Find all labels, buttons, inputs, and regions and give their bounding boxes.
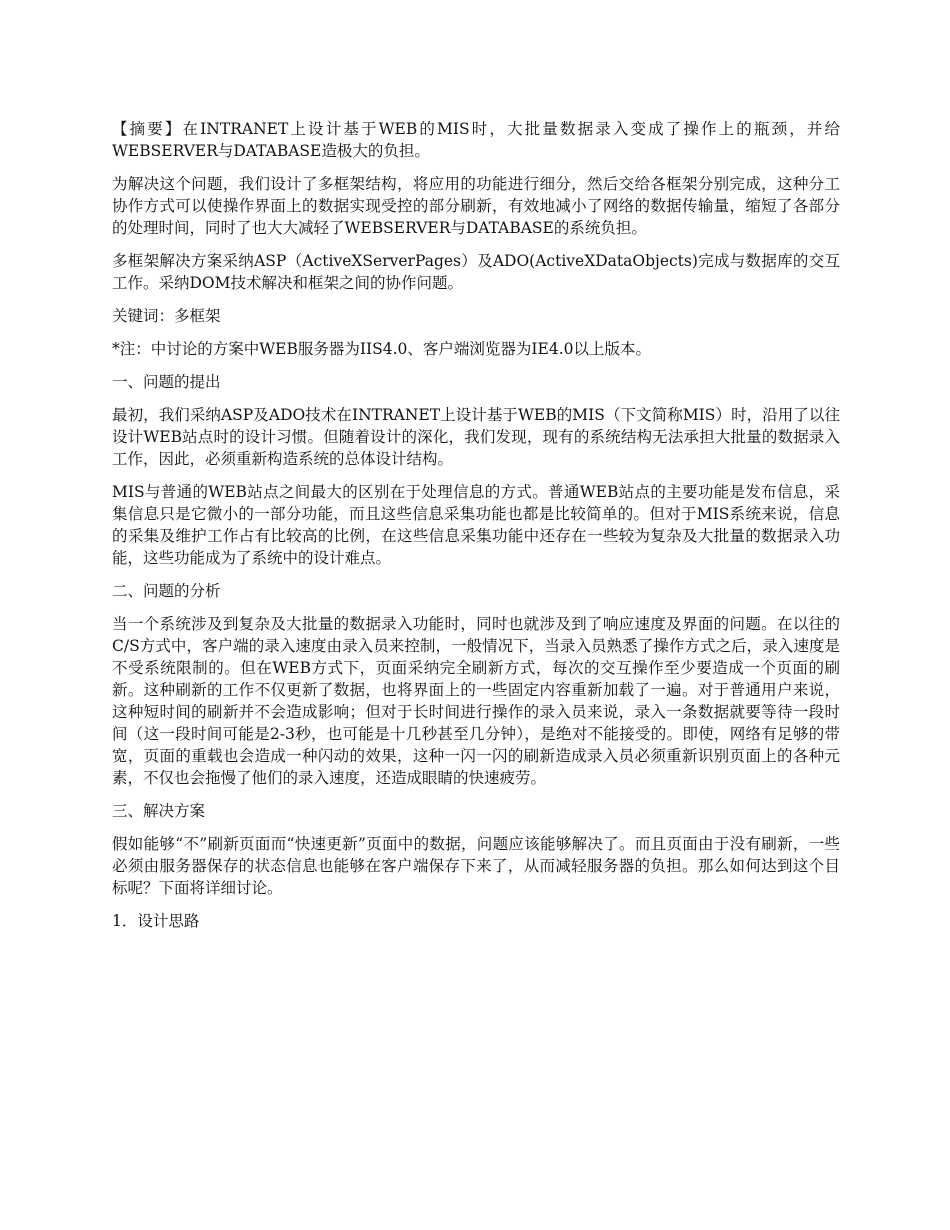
section-heading-problem: 一、问题的提出	[112, 373, 221, 391]
frame-technology-paragraph: 多框架解决方案采纳ASP（ActiveXServerPages）及ADO(ActiveXDataObjects)完成与数据库的交互工作。采纳DOM技术解决和框架之间的协作问题。	[112, 252, 840, 292]
problem-paragraph-2: MIS与普通的WEB站点之间最大的区别在于处理信息的方式。普通WEB站点的主要功能是发布信息，采集信息只是它微小的一部分功能，而且这些信息采集功能也都是比较简单的。但对于MIS系统来说，信息的采集及维护工作占有比较高的比例，在这些信息采集功能中还存在一些较为复杂及大批量的数据录入功能，这些功能成为了系统中的设计难点。	[112, 483, 840, 567]
section-heading-analysis: 二、问题的分析	[112, 582, 221, 600]
abstract-paragraph: 【摘要】在INTRANET上设计基于WEB的MIS时，大批量数据录入变成了操作上的瓶颈，并给WEBSERVER与DATABASE造极大的负担。	[112, 120, 840, 160]
analysis-paragraph: 当一个系统涉及到复杂及大批量的数据录入功能时，同时也就涉及到了响应速度及界面的问题。在以往的C/S方式中，客户端的录入速度由录入员来控制，一般情况下，当录入员熟悉了操作方式之后，录入速度是不受系统限制的。但在WEB方式下，页面采纳完全刷新方式，每次的交互操作至少要造成一个页面的刷新。这种刷新的工作不仅更新了数据，也将界面上的一些固定内容重新加载了一遍。对于普通用户来说，这种短时间的刷新并不会造成影响；但对于长时间进行操作的录入员来说，录入一条数据就要等待一段时间（这一段时间可能是2-3秒，也可能是十几秒甚至几分钟），是绝对不能接受的。即使，网络有足够的带宽，页面的重载也会造成一种闪动的效果，这种一闪一闪的刷新造成录入员必须重新识别页面上的各种元素，不仅也会拖慢了他们的录入速度，还造成眼睛的快速疲劳。	[112, 615, 840, 787]
solution-paragraph: 假如能够“不”刷新页面而“快速更新”页面中的数据，问题应该能够解决了。而且页面由于没有刷新，一些必须由服务器保存的状态信息也能够在客户端保存下来了，从而减轻服务器的负担。那么如何达到这个目标呢？下面将详细讨论。	[112, 835, 840, 897]
keywords-line: 关键词：多框架	[112, 307, 221, 325]
subsection-heading-design: 1．设计思路	[112, 912, 200, 930]
solution-intro-paragraph: 为解决这个问题，我们设计了多框架结构，将应用的功能进行细分，然后交给各框架分别完成，这种分工协作方式可以使操作界面上的数据实现受控的部分刷新，有效地减小了网络的数据传输量，缩短了各部分的处理时间，同时了也大大减轻了WEBSERVER与DATABASE的系统负担。	[112, 175, 840, 237]
note-line: *注：中讨论的方案中WEB服务器为IIS4.0、客户端浏览器为IE4.0以上版本。	[112, 340, 651, 358]
document-body	[112, 118, 840, 943]
problem-paragraph-1: 最初，我们采纳ASP及ADO技术在INTRANET上设计基于WEB的MIS（下文简称MIS）时，沿用了以往设计WEB站点时的设计习惯。但随着设计的深化，我们发现，现有的系统结构无法承担大批量的数据录入工作，因此，必须重新构造系统的总体设计结构。	[112, 406, 840, 468]
section-heading-solution: 三、解决方案	[112, 802, 206, 820]
